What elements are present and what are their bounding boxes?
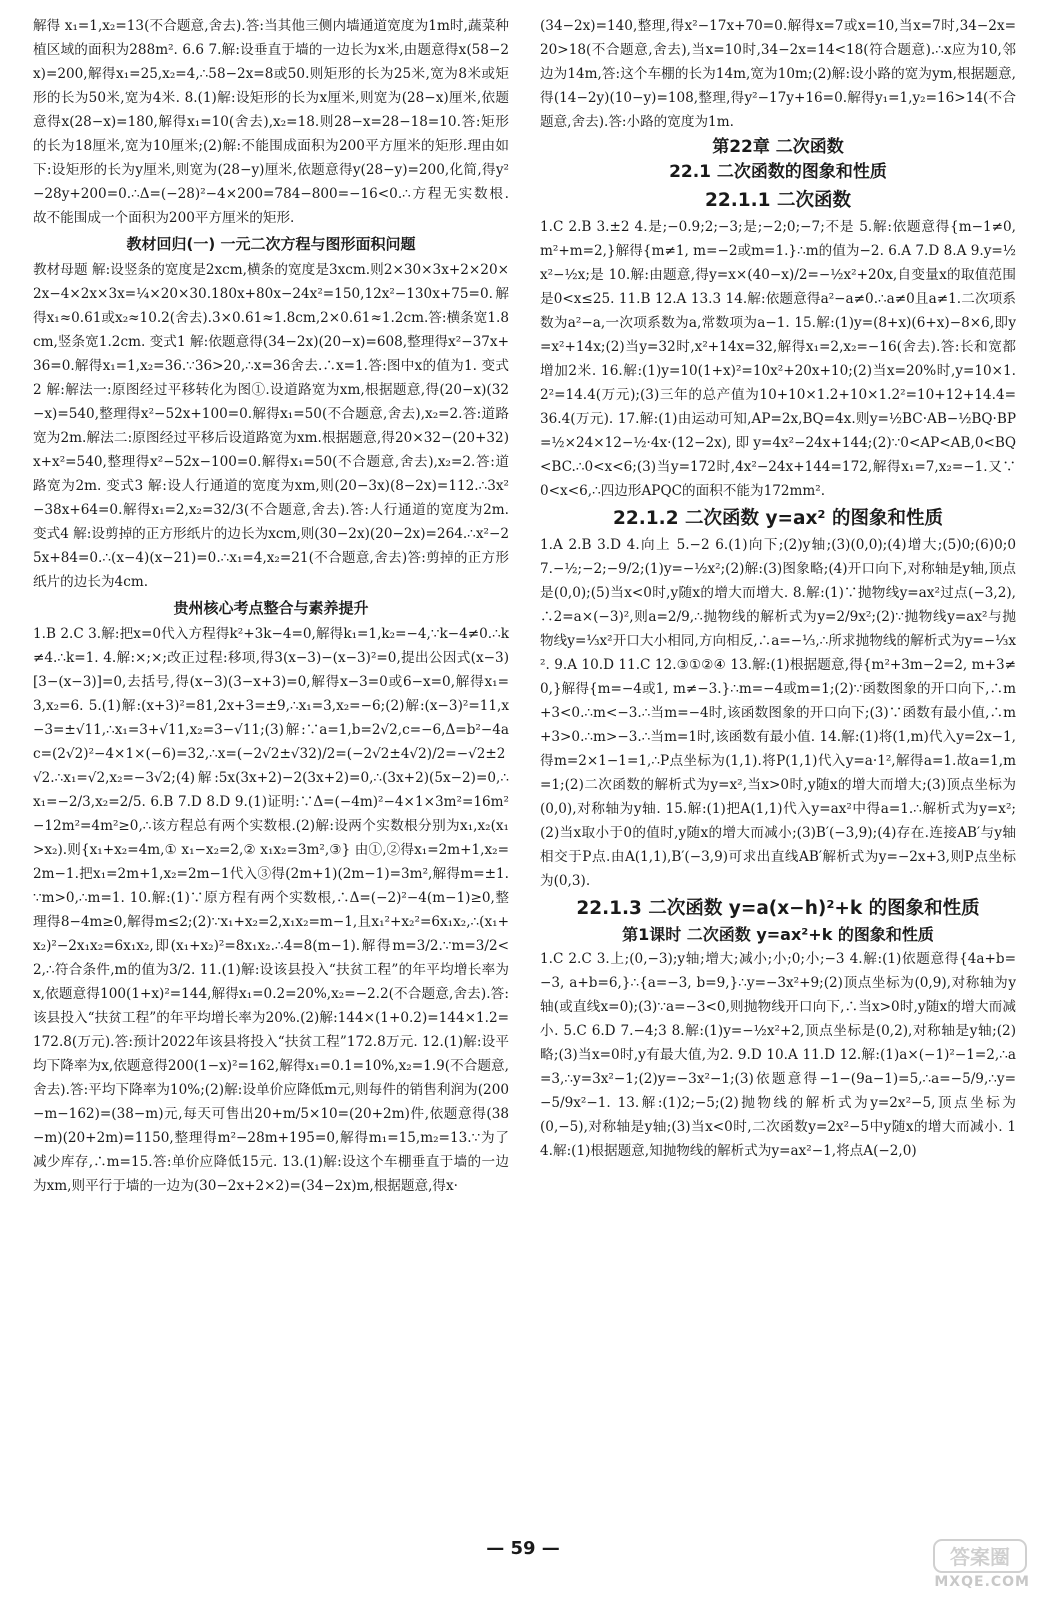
section-heading-22-1: 22.1 二次函数的图象和性质 [669, 162, 887, 182]
page-number: — 59 — [486, 1538, 560, 1559]
chapter-heading: 第22章 二次函数 [712, 137, 844, 157]
subsection-heading-22-1-2: 22.1.2 二次函数 y=ax² 的图象和性质 [613, 508, 943, 529]
subsection-heading-22-1-3: 22.1.3 二次函数 y=a(x−h)²+k 的图象和性质 [576, 898, 980, 919]
left-text-block-3: 1.B 2.C 3.解:把x=0代入方程得k²+3k−4=0,解得k₁=1,k₂=−4,∵k−4≠0.∴k≠4.∴k=1. 4.解:×;×;改正过程:移项,得3(x−3)−(x−3)²=0,提出公因式(x−3)[3−(x−3)]=0,去括号,得(x−3)(3−x+3)=0,解得x−3=0或6−x=0,解得x₁=3,x₂=6. 5.(1)解:(x+3)²=81,2x+3=±9,∴x₁=3,x₂=−6;(2)解:(x−3)²=11,x−3=±√11,∴x₁=3+√11,x₂=3−√11;(3)解:∵a=1,b=2√2,c=−6,Δ=b²−4ac=(2√2)²−4×1×(−6)=32,∴x=(−2√2±√32)/2=(−2√2±4√2)/2=−√2±2√2.∴x₁=√2,x₂=−3√2;(4)解:5x(3x+2)−2(3x+2)=0,∴(3x+2)(5x−2)=0,∴x₁=−2/3,x₂=2/5. 6.B 7.D 8.D 9.(1)证明:∵Δ=(−4m)²−4×1×3m²=16m²−12m²=4m²≥0,∴该方程总有两个实数根.(2)解:设两个实数根分别为x₁,x₂(x₁>x₂).则{x₁+x₂=4m,① x₁−x₂=2,② x₁x₂=3m²,③} 由①,②得x₁=2m+1,x₂=2m−1.把x₁=2m+1,x₂=2m−1代入③得(2m+1)(2m−1)=3m²,解得m=±1.∵m>0,∴m=1. 10.解:(1)∵原方程有两个实数根,∴Δ=(−2)²−4(m−1)≥0,整理得8−4m≥0,解得m≤2;(2)∵x₁+x₂=2,x₁x₂=m−1,且x₁²+x₂²=6x₁x₂,∴(x₁+x₂)²−2x₁x₂=6x₁x₂,即(x₁+x₂)²=8x₁x₂.∴4=8(m−1).解得m=3/2.∵m=3/2<2,∴符合条件,m的值为3/2. 11.(1)解:设该县投入“扶贫工程”的年平均增长率为x,依题意得100(1+x)²=144,解得x₁=0.2=20%,x₂=−2.2(不合题意,舍去).答:该县投入“扶贫工程”的年平均增长率为20%.(2)解:144×(1+0.2)=144×1.2=172.8(万元).答:预计2022年该县将投入“扶贫工程”172.8万元. 12.(1)解:设平均下降率为x,依题意得200(1−x)²=162,解得x₁=0.1=10%,x₂=1.9(不合题意,舍去).答:平均下降率为10%;(2)解:设单价应降低m元,则每件的销售利润为(200−m−162)=(38−m)元,每天可售出20+m/5×10=(20+2m)件,依题意得(38−m)(20+2m)=1150,整理得m²−28m+195=0,解得m₁=15,m₂=13.∵为了减少库存,∴m=15.答:单价应降低15元. 13.(1)解:设这个车棚垂直于墙的一边为xm,则平行于墙的一边为(30−2x+2×2)=(34−2x)m,根据题意,得x· [33, 626, 509, 1194]
section-heading-textbook-review: 教材回归(一) 一元二次方程与图形面积问题 [126, 235, 416, 253]
left-text-block-2: 教材母题 解:设竖条的宽度是2xcm,横条的宽度是3xcm.则2×30×3x+2×20×2x−4×2x×3x=¼×20×30.180x+80x−24x²=150,12x²−130x+75=0.解得x₁≈0.61或x₂≈10.2(舍去).3×0.61≈1.8cm,2×0.61≈1.2cm.答:横条宽1.8cm,竖条宽1.2cm. 变式1 解:依题意得(34−2x)(20−x)=608,整理得x²−37x+36=0.解得x₁=1,x₂=36.∵36>20,∴x=36舍去.∴x=1.答:图中x的值为1. 变式2 解:解法一:原图经过平移转化为图①.设道路宽为xm,根据题意,得(20−x)(32−x)=540,整理得x²−52x+100=0.解得x₁=50(不合题意,舍去),x₂=2.答:道路宽为2m.解法二:原图经过平移后设道路宽为xm.根据题意,得20×32−(20+32)x+x²=540,整理得x²−52x−100=0.解得x₁=50(不合题意,舍去),x₂=2.答:道路宽为2m. 变式3 解:设人行通道的宽度为xm,则(20−3x)(8−2x)=112.∴3x²−38x+64=0.解得x₁=2,x₂=32/3(不合题意,舍去).答:人行通道的宽度为2m. 变式4 解:设剪掉的正方形纸片的边长为xcm,则(30−2x)(20−2x)=264.∴x²−25x+84=0.∴(x−4)(x−21)=0.∴x₁=4,x₂=21(不合题意,舍去)答:剪掉的正方形纸片的边长为4cm. [33, 262, 509, 590]
watermark-url: MXQE.COM [934, 1574, 1030, 1590]
subsection-heading-22-1-1: 22.1.1 二次函数 [705, 190, 851, 211]
right-column [540, 14, 1016, 1163]
right-text-block-4: 1.C 2.C 3.上;(0,−3);y轴;增大;减小;小;0;小;−3 4.解:(1)依题意得{4a+b=−3, a+b=6,}∴{a=−3, b=9,}∴y=−3x²+9;(2)顶点坐标为(0,9),对称轴为y轴(或直线x=0);(3)∵a=−3<0,则抛物线开口向下,∴当x>0时,y随x的增大而减小. 5.C 6.D 7.−4;3 8.解:(1)y=−½x²+2,顶点坐标是(0,2),对称轴是y轴;(2)略;(3)当x=0时,y有最大值,为2. 9.D 10.A 11.D 12.解:(1)a×(−1)²−1=2,∴a=3,∴y=3x²−1;(2)y=−3x²−1;(3)依题意得−1−(9a−1)=5,∴a=−5/9,∴y=−5/9x²−1. 13.解:(1)2;−5;(2)抛物线的解析式为y=2x²−5,顶点坐标为(0,−5),对称轴是y轴;(3)当x<0时,二次函数y=2x²−5中y随x的增大而减小. 14.解:(1)根据题意,知抛物线的解析式为y=ax²−1,将点A(−2,0) [540, 951, 1016, 1159]
watermark-logo-text: 答案圈 [950, 1545, 1010, 1569]
right-text-block-2: 1.C 2.B 3.±2 4.是;−0.9;2;−3;是;−2;0;−7;不是 5.解:依题意得{m−1≠0, m²+m=2,}解得{m≠1, m=−2或m=1.}∴m的值为−2. 6.A 7.D 8.A 9.y=½x²−½x;是 10.解:由题意,得y=x×(40−x)/2=−½x²+20x,自变量x的取值范围是0<x≤25. 11.B 12.A 13.3 14.解:依题意得a²−a≠0.∴a≠0且a≠1.二次项系数为a²−a,一次项系数为a,常数项为a−1. 15.解:(1)y=(8+x)(6+x)−8×6,即y=x²+14x;(2)当y=32时,x²+14x=32,解得x₁=2,x₂=−16(舍去).答:长和宽都增加2米. 16.解:(1)y=10(1+x)²=10x²+20x+10;(2)当x=20%时,y=10×1.2²=14.4(万元);(3)三年的总产值为10+10×1.2+10×1.2²=10+12+14.4=36.4(万元). 17.解:(1)由运动可知,AP=2x,BQ=4x.则y=½BC·AB−½BQ·BP=½×24×12−½·4x·(12−2x),即y=4x²−24x+144;(2)∵0<AP<AB,0<BQ<BC.∴0<x<6;(3)当y=172时,4x²−24x+144=172,解得x₁=7,x₂=−1.又∵0<x<6,∴四边形APQC的面积不能为172mm². [540, 219, 1016, 499]
lesson-heading: 第1课时 二次函数 y=ax²+k 的图象和性质 [622, 925, 934, 944]
left-column [33, 14, 509, 1198]
watermark-logo-icon [932, 1536, 1028, 1576]
right-text-block-3: 1.A 2.B 3.D 4.向上 5.−2 6.(1)向下;(2)y轴;(3)(0,0);(4)增大;(5)0;(6)0;0 7.−½;−2;−9/2;(1)y=−½x²;(2)解:(3)图象略;(4)开口向下,对称轴是y轴,顶点是(0,0);(5)当x<0时,y随x的增大而增大. 8.解:(1)∵抛物线y=ax²过点(−3,2),∴2=a×(−3)²,则a=2/9,∴抛物线的解析式为y=2/9x²;(2)∵抛物线y=ax²与抛物线y=⅓x²开口大小相同,方向相反,∴a=−⅓,∴所求抛物线的解析式为y=−⅓x². 9.A 10.D 11.C 12.③①②④ 13.解:(1)根据题意,得{m²+3m−2=2, m+3≠0,}解得{m=−4或1, m≠−3.}∴m=−4或m=1;(2)∵函数图象的开口向下,∴m+3<0.∴m<−3.∴当m=−4时,该函数图象的开口向下;(3)∵函数有最小值,∴m+3>0.∴m>−3.∴当m=1时,该函数有最小值. 14.解:(1)将(1,m)代入y=2x−1,得m=2×1−1=1,∴P点坐标为(1,1).将P(1,1)代入y=a·1²,解得a=1.故a=1,m=1;(2)二次函数的解析式为y=x²,当x>0时,y随x的增大而增大;(3)顶点坐标为(0,0),对称轴为y轴. 15.解:(1)把A(1,1)代入y=ax²中得a=1.∴解析式为y=x²;(2)当x取小于0的值时,y随x的增大而减小;(3)B′(−3,9);(4)存在.连接AB′与y轴相交于P点.由A(1,1),B′(−3,9)可求出直线AB′解析式为y=−2x+3,则P点坐标为(0,3). [540, 537, 1016, 889]
right-text-block-1: (34−2x)=140,整理,得x²−17x+70=0.解得x=7或x=10,当x=7时,34−2x=20>18(不合题意,舍去),当x=10时,34−2x=14<18(符合题意).∴x应为10,邻边为14m,答:这个车棚的长为14m,宽为10m;(2)解:设小路的宽为ym,根据题意,得(14−2y)(10−y)=108,整理,得y²−17y+16=0.解得y₁=1,y₂=16>14(不合题意,舍去).答:小路的宽度为1m. [540, 18, 1016, 130]
left-text-block-1: 解得 x₁=1,x₂=13(不合题意,舍去).答:当其他三侧内墙通道宽度为1m时,蔬菜种植区域的面积为288m². 6.6 7.解:设垂直于墙的一边长为x米,由题意得x(58−2x)=200,解得x₁=25,x₂=4,∴58−2x=8或50.则矩形的长为25米,宽为8米或矩形的长为50米,宽为4米. 8.(1)解:设矩形的长为x厘米,则宽为(28−x)厘米,依题意得x(28−x)=180,解得x₁=10(舍去),x₂=18.则28−x=28−18=10.答:矩形的长为18厘米,宽为10厘米;(2)解:不能围成面积为200平方厘米的矩形.理由如下:设矩形的长为y厘米,则宽为(28−y)厘米,依题意得y(28−y)=200,化简,得y²−28y+200=0.∴Δ=(−28)²−4×200=784−800=−16<0.∴方程无实数根.故不能围成一个面积为200平方厘米的矩形. [33, 18, 509, 226]
section-heading-core-review: 贵州核心考点整合与素养提升 [173, 599, 369, 617]
